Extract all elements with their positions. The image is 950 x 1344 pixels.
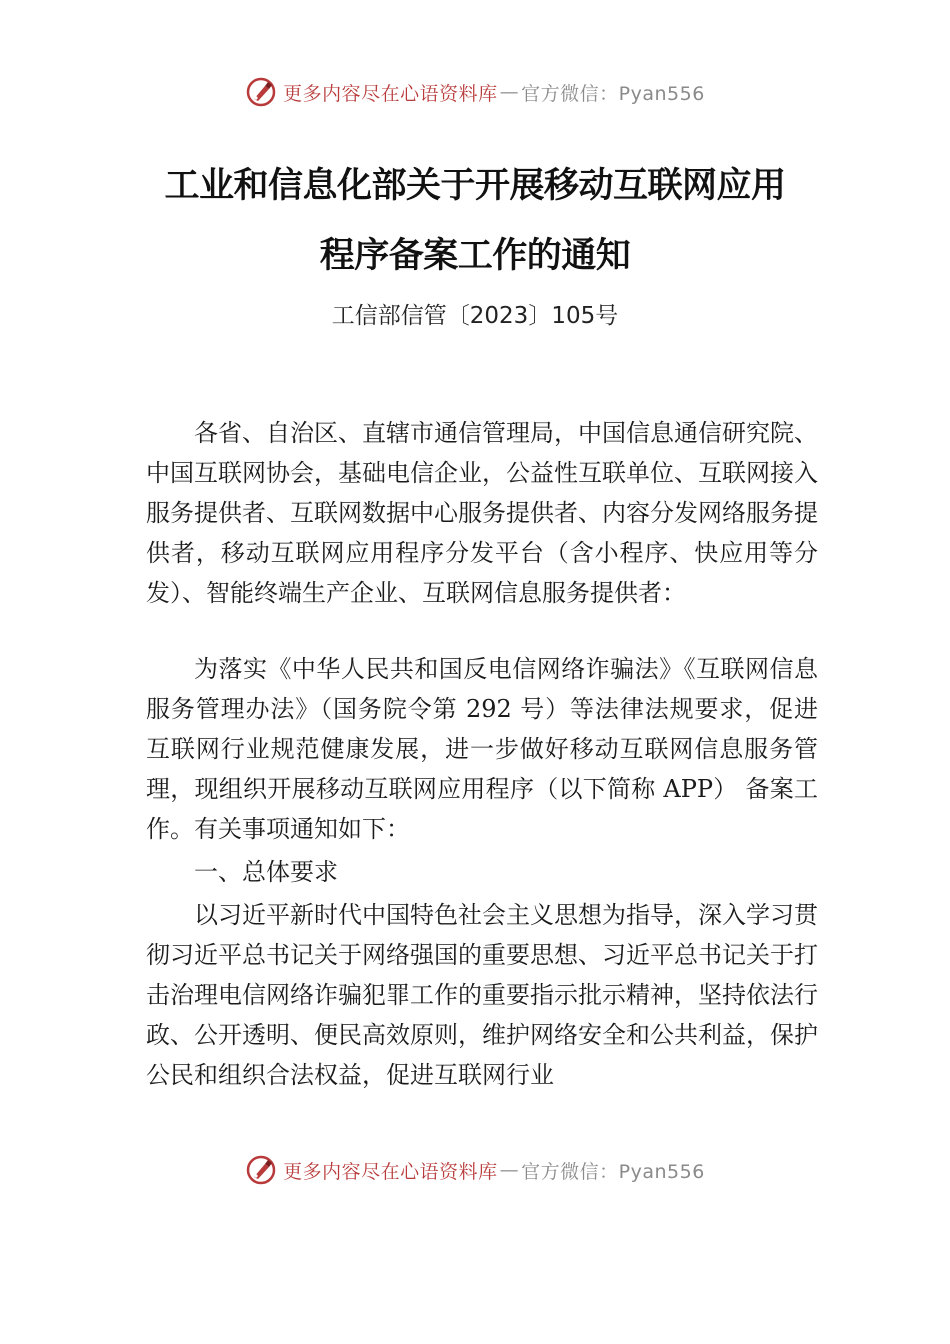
watermark-text: 更多内容尽在心语资料库 [283, 82, 498, 105]
watermark-contact: 官方微信：Pyan556 [521, 82, 705, 105]
section-heading-general-requirements: 一、总体要求 [194, 858, 338, 886]
document-number: 工信部信管〔2023〕105号 [331, 303, 619, 329]
paragraph-addressees: 各省、自治区、直辖市通信管理局，中国信息通信研究院、中国互联网协会，基础电信企业，公益性互联单位、互联网接入服务提供者、互联网数据中心服务提供者、内容分发网络服务提供者，移动互联网应用程序分发平台（含小程序、快应用等分发）、智能终端生产企业、互联网信息服务提供者： [146, 419, 818, 607]
document-title-line-2: 程序备案工作的通知 [319, 236, 631, 276]
watermark-header [0, 70, 950, 114]
watermark-contact: 官方微信：Pyan556 [521, 1160, 705, 1183]
paragraph-intro: 为落实《中华人民共和国反电信网络诈骗法》《互联网信息服务管理办法》（国务院令第 292 号）等法律法规要求，促进互联网行业规范健康发展，进一步做好移动互联网信息服务管理，现组织开展移动互联网应用程序（以下简称 APP） 备案工作。有关事项通知如下： [146, 655, 818, 843]
document-title-line-1: 工业和信息化部关于开展移动互联网应用 [164, 166, 786, 206]
watermark-separator: — [499, 1159, 520, 1181]
watermark-separator: — [499, 81, 520, 103]
pen-nib-circle-icon [245, 76, 277, 108]
watermark-text: 更多内容尽在心语资料库 [283, 1160, 498, 1183]
paragraph-general-requirements: 以习近平新时代中国特色社会主义思想为指导，深入学习贯彻习近平总书记关于网络强国的重要思想、习近平总书记关于打击治理电信网络诈骗犯罪工作的重要指示批示精神，坚持依法行政、公开透明、便民高效原则，维护网络安全和公共利益，保护公民和组织合法权益，促进互联网行业 [146, 901, 818, 1089]
watermark-footer [0, 1148, 950, 1192]
pen-nib-circle-icon [245, 1154, 277, 1186]
